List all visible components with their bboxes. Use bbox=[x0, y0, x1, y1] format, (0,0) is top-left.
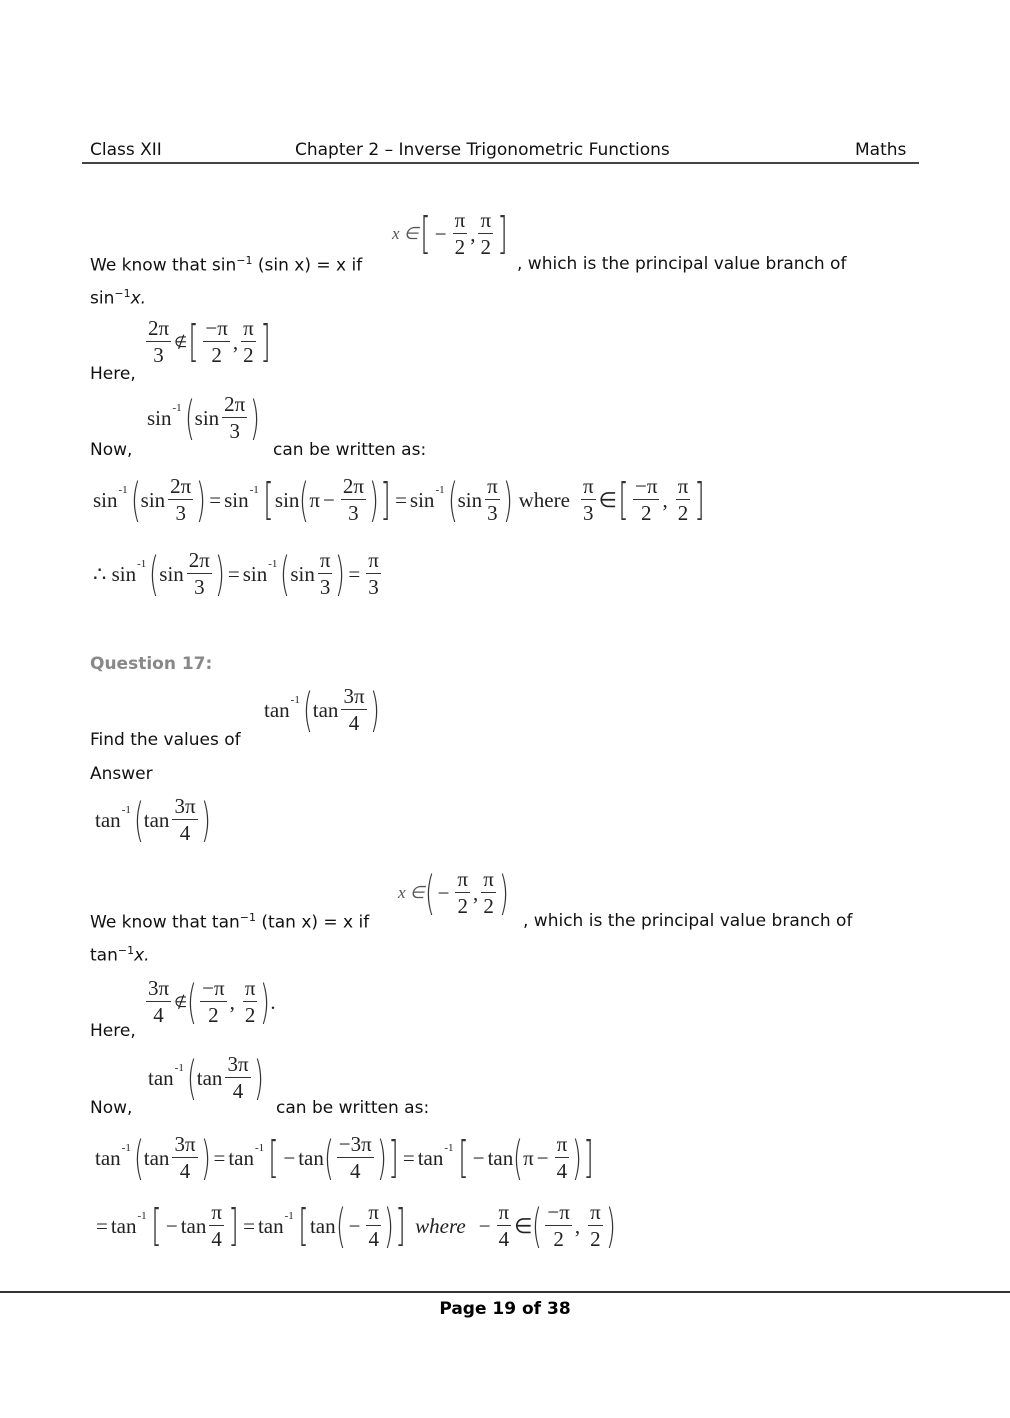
left-bracket: [ bbox=[263, 474, 274, 525]
function-name: sin bbox=[224, 487, 249, 512]
function-name: sin bbox=[93, 487, 118, 512]
function-name: sin bbox=[147, 405, 172, 430]
left-paren: ( bbox=[149, 547, 160, 601]
numerator: π bbox=[487, 474, 498, 498]
can-be-written-text: can be written as: bbox=[273, 440, 427, 460]
minus-sign: − bbox=[323, 487, 335, 512]
denominator: 3 bbox=[153, 343, 164, 367]
now-expression-sin bbox=[147, 391, 261, 445]
function-name: sin bbox=[194, 405, 220, 430]
page-number: Page 19 of 38 bbox=[439, 1299, 571, 1319]
element-of-symbol: ∈ bbox=[598, 487, 617, 512]
not-in-symbol: ∉ bbox=[174, 994, 188, 1011]
pi-symbol: π bbox=[523, 1145, 534, 1170]
text: (tan x) = x if bbox=[256, 912, 370, 933]
denominator: 3 bbox=[194, 575, 205, 599]
left-paren: ( bbox=[513, 1131, 524, 1185]
function-name: tan bbox=[487, 1145, 514, 1170]
equals-sign: = bbox=[243, 1213, 255, 1238]
denominator: 4 bbox=[350, 1159, 361, 1183]
function-name: tan bbox=[110, 1213, 137, 1238]
function-name: tan bbox=[264, 697, 290, 722]
fraction bbox=[366, 550, 381, 598]
text: We know that sin bbox=[90, 255, 237, 276]
right-paren: ) bbox=[369, 683, 380, 737]
equals-sign: = bbox=[348, 561, 361, 586]
function-name: sin bbox=[111, 561, 137, 586]
here-label: Here, bbox=[90, 1021, 136, 1041]
denominator: 2 bbox=[677, 501, 689, 525]
denominator: 2 bbox=[208, 1003, 219, 1027]
function-name: tan bbox=[298, 1145, 324, 1170]
denominator: 4 bbox=[498, 1227, 510, 1251]
sin-principal-statement bbox=[90, 254, 362, 276]
inverse-superscript: -1 bbox=[174, 1062, 184, 1074]
numerator: π bbox=[243, 316, 254, 340]
pi-symbol: π bbox=[309, 487, 320, 512]
left-paren: ( bbox=[302, 683, 313, 737]
denominator: 2 bbox=[483, 894, 494, 918]
fraction bbox=[243, 978, 258, 1026]
minus-sign: − bbox=[472, 1145, 485, 1170]
equals-sign: = bbox=[213, 1145, 226, 1170]
numerator: −π bbox=[202, 976, 225, 1000]
sin-derivation-line-1: sin -1 ( sin $\frac{2\pi}{3}$ ) = sin -1 [ sin ( π − $\frac{2\pi}{3}$ ) ] = sin -1 ( sin $\frac{\pi}{3}$ ) where $\frac{\pi}{3}$ ∈ [ $\frac{-\pi}{2}$ , $\frac{\pi}{2}$ ] bbox=[93, 473, 706, 527]
equals-sign: = bbox=[96, 1213, 108, 1238]
fraction bbox=[341, 476, 366, 524]
inverse-superscript: -1 bbox=[255, 1142, 265, 1154]
inverse-superscript: -1 bbox=[121, 804, 131, 816]
fraction bbox=[545, 1202, 571, 1250]
right-paren: ) bbox=[214, 547, 225, 601]
fraction bbox=[481, 869, 496, 917]
text: tan bbox=[90, 945, 118, 966]
text: We know that tan bbox=[90, 912, 240, 933]
text: x. bbox=[134, 945, 150, 966]
numerator: π bbox=[582, 474, 594, 498]
denominator: 2 bbox=[457, 894, 468, 918]
denominator: 4 bbox=[232, 1079, 244, 1103]
principal-branch-text: , which is the principal value branch of bbox=[523, 911, 853, 931]
left-paren: ( bbox=[187, 975, 198, 1029]
numerator: π bbox=[244, 976, 256, 1000]
function-name: tan bbox=[312, 697, 339, 722]
fraction bbox=[555, 1134, 570, 1182]
sin-derivation-line-2 bbox=[93, 547, 384, 601]
numerator: π bbox=[483, 867, 494, 891]
right-paren: ) bbox=[335, 547, 346, 601]
question-17-title: Question 17: bbox=[90, 654, 213, 674]
function-name: sin bbox=[159, 561, 184, 586]
fraction bbox=[187, 550, 212, 598]
left-bracket: [ bbox=[298, 1200, 309, 1251]
fraction bbox=[225, 1054, 250, 1102]
function-name: tan bbox=[180, 1213, 207, 1238]
fraction bbox=[581, 476, 596, 524]
left-bracket: [ bbox=[457, 1132, 469, 1183]
fraction bbox=[241, 318, 256, 366]
denominator: 3 bbox=[229, 419, 240, 443]
denominator: 2 bbox=[211, 343, 222, 367]
numerator: π bbox=[677, 474, 689, 498]
denominator: 2 bbox=[480, 235, 492, 259]
denominator: 4 bbox=[153, 1003, 164, 1027]
numerator: π bbox=[319, 548, 331, 572]
fraction bbox=[676, 476, 691, 524]
where-text: where bbox=[518, 487, 570, 512]
inverse-superscript: -1 bbox=[268, 558, 278, 570]
fraction bbox=[172, 1134, 197, 1182]
left-bracket: [ bbox=[151, 1200, 162, 1251]
denominator: 4 bbox=[556, 1159, 568, 1183]
left-paren: ( bbox=[133, 1131, 144, 1185]
function-name: sin bbox=[242, 561, 268, 586]
function-name: tan bbox=[148, 1065, 174, 1090]
denominator: 3 bbox=[487, 501, 498, 525]
right-bracket: ] bbox=[395, 1200, 406, 1251]
right-paren: ) bbox=[605, 1199, 616, 1253]
function-name: sin bbox=[409, 487, 435, 512]
right-paren: ) bbox=[253, 1051, 264, 1105]
equals-sign: = bbox=[402, 1145, 415, 1170]
numerator: π bbox=[480, 208, 492, 232]
inverse-superscript: -1 bbox=[444, 1142, 454, 1154]
superscript: −1 bbox=[236, 254, 253, 267]
function-name: tan bbox=[309, 1213, 336, 1238]
inverse-superscript: -1 bbox=[284, 1210, 294, 1222]
superscript: −1 bbox=[117, 944, 135, 957]
equals-sign: = bbox=[227, 561, 240, 586]
right-paren: ) bbox=[502, 473, 513, 527]
numerator: 3π bbox=[227, 1052, 249, 1076]
function-name: tan bbox=[228, 1145, 254, 1170]
period: . bbox=[270, 989, 276, 1014]
left-paren: ( bbox=[184, 391, 195, 445]
fraction bbox=[337, 1134, 374, 1182]
numerator: 2π bbox=[188, 548, 210, 572]
left-paren: ( bbox=[280, 547, 291, 601]
now-label: Now, bbox=[90, 1098, 133, 1118]
function-name: sin bbox=[290, 561, 315, 586]
numerator: π bbox=[590, 1200, 601, 1224]
fraction bbox=[455, 869, 470, 917]
left-bracket: [ bbox=[268, 1132, 279, 1183]
left-paren: ( bbox=[335, 1199, 346, 1253]
denominator: 3 bbox=[348, 501, 359, 525]
denominator: 2 bbox=[590, 1227, 601, 1251]
numerator: 3π bbox=[343, 684, 365, 708]
function-name: sin bbox=[140, 487, 166, 512]
fraction bbox=[209, 1202, 224, 1250]
fraction bbox=[146, 978, 171, 1026]
answer-expression bbox=[95, 793, 211, 847]
question-prompt: Find the values of bbox=[90, 730, 241, 750]
inverse-superscript: -1 bbox=[137, 558, 147, 570]
inverse-superscript: -1 bbox=[435, 484, 445, 496]
function-name: sin bbox=[274, 487, 300, 512]
not-in-symbol: ∉ bbox=[174, 334, 188, 351]
numerator: π bbox=[498, 1200, 510, 1224]
fraction bbox=[485, 476, 500, 524]
right-paren: ) bbox=[250, 391, 261, 445]
denominator: 3 bbox=[583, 501, 594, 525]
right-bracket: ] bbox=[497, 208, 508, 259]
fraction bbox=[168, 476, 193, 524]
now-label: Now, bbox=[90, 440, 133, 460]
function-name: tan bbox=[417, 1145, 444, 1170]
fraction bbox=[366, 1202, 381, 1250]
denominator: 2 bbox=[454, 235, 466, 259]
fraction bbox=[146, 318, 171, 366]
numerator: π bbox=[457, 867, 469, 891]
function-name: tan bbox=[143, 1145, 170, 1170]
left-paren: ( bbox=[130, 473, 141, 527]
denominator: 4 bbox=[368, 1227, 379, 1251]
tan-range-expression: x ∈ ( − $\frac{\pi}{2}$ , $\frac{\pi}{2}$ ) bbox=[398, 866, 509, 920]
fraction bbox=[478, 210, 493, 258]
right-paren: ) bbox=[196, 473, 207, 527]
minus-sign: − bbox=[437, 880, 450, 905]
tan-inverse-x bbox=[90, 944, 150, 966]
right-bracket: ] bbox=[694, 474, 706, 525]
minus-sign: − bbox=[536, 1145, 549, 1170]
equals-sign: = bbox=[395, 487, 407, 512]
numerator: −π bbox=[205, 316, 228, 340]
now-expression-tan bbox=[148, 1051, 264, 1105]
principal-branch-text: , which is the principal value branch of bbox=[517, 254, 847, 274]
fraction bbox=[453, 210, 468, 258]
denominator: 2 bbox=[243, 343, 254, 367]
denominator: 4 bbox=[211, 1227, 222, 1251]
right-paren: ) bbox=[376, 1131, 387, 1185]
text: sin bbox=[90, 288, 115, 309]
tan-derivation-line-1 bbox=[95, 1131, 595, 1185]
numerator: 3π bbox=[174, 794, 196, 818]
sin-inverse-x bbox=[90, 287, 146, 309]
range-variable: x ∈ bbox=[398, 883, 425, 902]
right-paren: ) bbox=[200, 793, 211, 847]
left-paren: ( bbox=[424, 866, 435, 920]
minus-sign: − bbox=[434, 221, 447, 246]
left-bracket: [ bbox=[618, 474, 629, 525]
left-paren: ( bbox=[186, 1051, 197, 1105]
header-class: Class XII bbox=[90, 140, 162, 160]
function-name: sin bbox=[457, 487, 483, 512]
right-paren: ) bbox=[384, 1199, 394, 1253]
inverse-superscript: -1 bbox=[118, 484, 128, 496]
inverse-superscript: -1 bbox=[290, 694, 300, 706]
numerator: 2π bbox=[148, 316, 170, 340]
numerator: 2π bbox=[224, 392, 246, 416]
minus-sign: − bbox=[283, 1145, 296, 1170]
sin-range-expression: x ∈ [ − $\frac{\pi}{2}$ , $\frac{\pi}{2}$ ] bbox=[392, 208, 508, 259]
can-be-written-text: can be written as: bbox=[276, 1098, 430, 1118]
fraction bbox=[341, 686, 366, 734]
numerator: −π bbox=[635, 474, 658, 498]
element-of-symbol: ∈ bbox=[514, 1213, 533, 1238]
text: x. bbox=[130, 288, 147, 309]
numerator: π bbox=[454, 208, 466, 232]
question-expression bbox=[264, 683, 380, 737]
numerator: −3π bbox=[338, 1132, 372, 1156]
fraction bbox=[318, 550, 333, 598]
therefore-symbol: ∴ bbox=[93, 561, 107, 586]
right-bracket: ] bbox=[260, 316, 271, 367]
equals-sign: = bbox=[209, 487, 222, 512]
fraction bbox=[203, 318, 229, 366]
function-name: tan bbox=[95, 1145, 121, 1170]
where-text: where bbox=[415, 1213, 466, 1238]
numerator: π bbox=[368, 548, 379, 572]
fraction bbox=[588, 1202, 603, 1250]
function-name: tan bbox=[196, 1065, 223, 1090]
minus-sign: − bbox=[165, 1213, 178, 1238]
fraction bbox=[497, 1202, 512, 1250]
right-paren: ) bbox=[572, 1131, 583, 1185]
tan-derivation-line-2: = tan -1 [ − tan $\frac{\pi}{4}$ ] = tan -1 [ tan ( − $\frac{\pi}{4}$ ) ] where − $\frac{\pi}{4}$ ∈ ( $\frac{-\pi}{2}$ , $\frac{\pi}{2}$ ) bbox=[96, 1199, 616, 1253]
numerator: 3π bbox=[148, 976, 170, 1000]
fraction bbox=[172, 796, 197, 844]
denominator: 3 bbox=[319, 575, 331, 599]
left-bracket: [ bbox=[420, 208, 431, 259]
numerator: 2π bbox=[170, 474, 192, 498]
denominator: 2 bbox=[553, 1227, 564, 1251]
function-name: tan bbox=[95, 807, 121, 832]
denominator: 3 bbox=[368, 575, 379, 599]
denominator: 3 bbox=[175, 501, 186, 525]
fraction bbox=[222, 394, 247, 442]
here-expression-tan: $\frac{3\pi}{4}$ ∉ ( $\frac{-\pi}{2}$ , $\frac{\pi}{2}$ ) . bbox=[148, 975, 276, 1029]
numerator: π bbox=[556, 1132, 568, 1156]
left-paren: ( bbox=[323, 1131, 334, 1185]
tan-principal-statement bbox=[90, 911, 369, 933]
header-subject: Maths bbox=[855, 140, 907, 160]
here-label: Here, bbox=[90, 364, 136, 384]
fraction bbox=[633, 476, 659, 524]
right-paren: ) bbox=[260, 975, 271, 1029]
numerator: π bbox=[368, 1200, 380, 1224]
left-bracket: [ bbox=[188, 316, 199, 367]
right-bracket: ] bbox=[583, 1132, 594, 1183]
left-paren: ( bbox=[447, 473, 458, 527]
right-paren: ) bbox=[200, 1131, 211, 1185]
inverse-superscript: -1 bbox=[249, 484, 259, 496]
right-bracket: ] bbox=[228, 1200, 239, 1251]
function-name: tan bbox=[143, 807, 170, 832]
denominator: 4 bbox=[179, 821, 191, 845]
footer-divider bbox=[0, 1291, 1010, 1293]
left-paren: ( bbox=[133, 793, 144, 847]
denominator: 2 bbox=[641, 501, 652, 525]
minus-sign: − bbox=[478, 1213, 491, 1238]
here-expression-sin: $\frac{2\pi}{3}$ ∉ [ $\frac{-\pi}{2}$ , $\frac{\pi}{2}$ ] bbox=[148, 316, 271, 367]
answer-label: Answer bbox=[90, 764, 153, 784]
fraction bbox=[200, 978, 226, 1026]
inverse-superscript: -1 bbox=[172, 402, 182, 414]
inverse-superscript: -1 bbox=[137, 1210, 147, 1222]
range-variable: x ∈ bbox=[392, 224, 419, 243]
right-paren: ) bbox=[368, 473, 379, 527]
text: (sin x) = x if bbox=[252, 255, 363, 276]
superscript: −1 bbox=[114, 287, 131, 300]
right-paren: ) bbox=[498, 866, 509, 920]
denominator: 4 bbox=[348, 711, 360, 735]
header-divider bbox=[82, 162, 919, 164]
numerator: 2π bbox=[342, 474, 364, 498]
numerator: 3π bbox=[174, 1132, 196, 1156]
left-paren: ( bbox=[299, 473, 310, 527]
numerator: −π bbox=[547, 1200, 570, 1224]
denominator: 4 bbox=[179, 1159, 191, 1183]
function-name: tan bbox=[257, 1213, 284, 1238]
numerator: π bbox=[211, 1200, 222, 1224]
minus-sign: − bbox=[348, 1213, 361, 1238]
right-bracket: ] bbox=[380, 474, 391, 525]
denominator: 2 bbox=[244, 1003, 256, 1027]
inverse-superscript: -1 bbox=[121, 1142, 131, 1154]
superscript: −1 bbox=[239, 911, 257, 924]
header-chapter-title: Chapter 2 – Inverse Trigonometric Functions bbox=[295, 140, 670, 160]
left-paren: ( bbox=[532, 1199, 543, 1253]
right-bracket: ] bbox=[388, 1132, 399, 1183]
